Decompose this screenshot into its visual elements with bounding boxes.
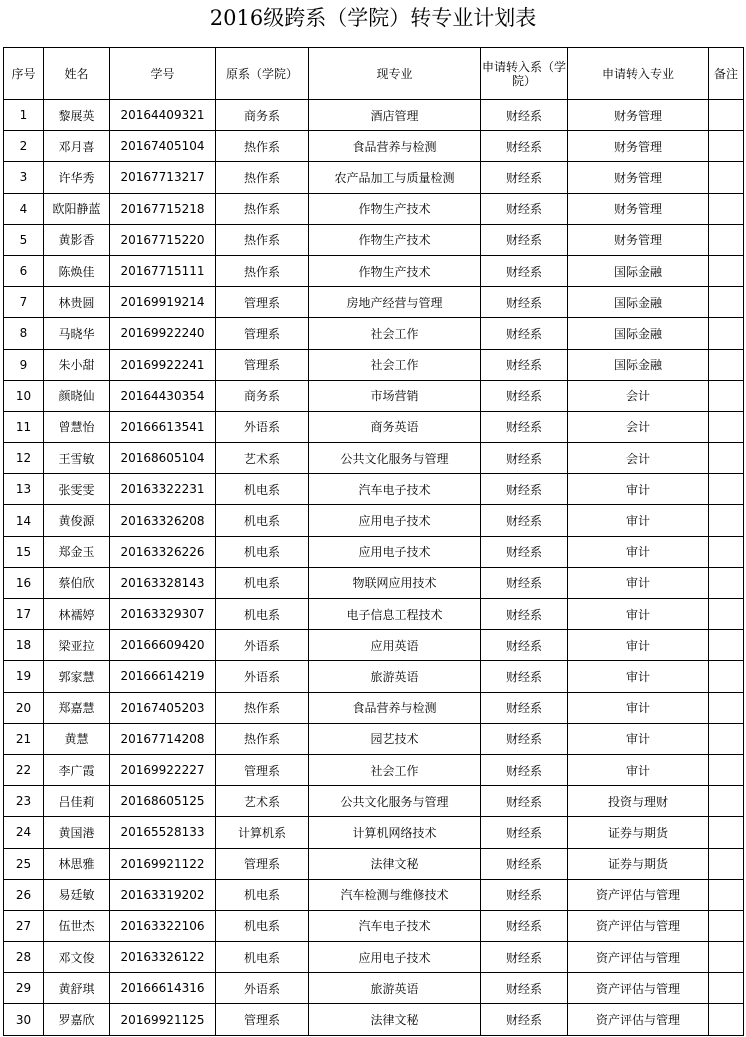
cell-target-major: 审计 [568,661,709,692]
cell-index: 23 [4,786,44,817]
cell-target-dept: 财经系 [481,131,568,162]
cell-current-major: 汽车检测与维修技术 [309,879,481,910]
cell-student-id: 20163329307 [110,599,216,630]
cell-index: 15 [4,536,44,567]
cell-name: 郑金玉 [44,536,110,567]
table-row [4,817,744,848]
cell-remarks [709,349,744,380]
header-current-major: 现专业 [309,48,481,100]
cell-remarks [709,1004,744,1035]
cell-index: 1 [4,100,44,131]
cell-original-dept: 外语系 [216,973,309,1004]
table-row [4,255,744,286]
cell-current-major: 园艺技术 [309,723,481,754]
cell-target-dept: 财经系 [481,879,568,910]
cell-target-dept: 财经系 [481,910,568,941]
cell-original-dept: 商务系 [216,100,309,131]
cell-target-major: 财务管理 [568,100,709,131]
cell-remarks [709,443,744,474]
cell-original-dept: 热作系 [216,692,309,723]
cell-original-dept: 商务系 [216,380,309,411]
cell-original-dept: 机电系 [216,505,309,536]
cell-remarks [709,817,744,848]
cell-index: 3 [4,162,44,193]
page-title: 2016级跨系（学院）转专业计划表 [209,6,537,30]
cell-student-id: 20163322231 [110,474,216,505]
cell-student-id: 20166613541 [110,411,216,442]
cell-index: 29 [4,973,44,1004]
cell-student-id: 20167715111 [110,255,216,286]
cell-remarks [709,505,744,536]
header-target-dept: 申请转入系（学院） [481,48,568,100]
cell-target-major: 资产评估与管理 [568,910,709,941]
cell-name: 林襦婷 [44,599,110,630]
cell-student-id: 20166614219 [110,661,216,692]
cell-remarks [709,193,744,224]
cell-name: 黄慧 [44,723,110,754]
cell-index: 24 [4,817,44,848]
table-row [4,443,744,474]
table-row [4,536,744,567]
cell-target-major: 资产评估与管理 [568,879,709,910]
cell-original-dept: 机电系 [216,879,309,910]
cell-name: 梁亚拉 [44,630,110,661]
table-row [4,848,744,879]
cell-current-major: 公共文化服务与管理 [309,443,481,474]
cell-student-id: 20168605125 [110,786,216,817]
cell-name: 黄俊源 [44,505,110,536]
cell-target-dept: 财经系 [481,661,568,692]
cell-index: 30 [4,1004,44,1035]
cell-target-major: 证券与期货 [568,817,709,848]
cell-student-id: 20169922240 [110,318,216,349]
cell-current-major: 酒店管理 [309,100,481,131]
cell-name: 许华秀 [44,162,110,193]
cell-target-major: 会计 [568,380,709,411]
cell-remarks [709,692,744,723]
cell-name: 李广霞 [44,754,110,785]
table-row [4,879,744,910]
cell-target-major: 财务管理 [568,224,709,255]
cell-index: 5 [4,224,44,255]
cell-target-major: 审计 [568,630,709,661]
cell-original-dept: 热作系 [216,255,309,286]
table-row [4,474,744,505]
cell-original-dept: 管理系 [216,287,309,318]
cell-target-dept: 财经系 [481,443,568,474]
cell-target-dept: 财经系 [481,567,568,598]
cell-target-major: 审计 [568,692,709,723]
cell-original-dept: 管理系 [216,1004,309,1035]
cell-student-id: 20166609420 [110,630,216,661]
table-row [4,380,744,411]
cell-target-major: 财务管理 [568,162,709,193]
cell-target-dept: 财经系 [481,224,568,255]
cell-current-major: 社会工作 [309,754,481,785]
cell-current-major: 应用英语 [309,630,481,661]
table-row [4,754,744,785]
cell-target-dept: 财经系 [481,505,568,536]
cell-current-major: 作物生产技术 [309,255,481,286]
cell-remarks [709,786,744,817]
cell-name: 伍世杰 [44,910,110,941]
cell-target-major: 审计 [568,536,709,567]
table-row [4,692,744,723]
cell-target-major: 审计 [568,567,709,598]
cell-index: 4 [4,193,44,224]
cell-index: 9 [4,349,44,380]
cell-index: 21 [4,723,44,754]
cell-name: 朱小甜 [44,349,110,380]
table-row [4,411,744,442]
header-student-id: 学号 [110,48,216,100]
cell-target-dept: 财经系 [481,318,568,349]
cell-target-major: 财务管理 [568,193,709,224]
cell-remarks [709,131,744,162]
transfer-plan-table [3,47,744,1036]
cell-target-major: 审计 [568,599,709,630]
cell-target-dept: 财经系 [481,287,568,318]
cell-original-dept: 机电系 [216,910,309,941]
table-body [4,100,744,1036]
cell-student-id: 20169921122 [110,848,216,879]
cell-target-dept: 财经系 [481,723,568,754]
table-row [4,224,744,255]
cell-target-major: 证券与期货 [568,848,709,879]
cell-original-dept: 机电系 [216,474,309,505]
cell-target-dept: 财经系 [481,255,568,286]
cell-student-id: 20165528133 [110,817,216,848]
cell-student-id: 20163328143 [110,567,216,598]
cell-current-major: 市场营销 [309,380,481,411]
cell-current-major: 应用电子技术 [309,505,481,536]
cell-target-dept: 财经系 [481,411,568,442]
cell-remarks [709,848,744,879]
cell-remarks [709,474,744,505]
header-name: 姓名 [44,48,110,100]
table-row [4,910,744,941]
cell-student-id: 20164409321 [110,100,216,131]
cell-student-id: 20167715218 [110,193,216,224]
cell-target-dept: 财经系 [481,848,568,879]
cell-original-dept: 管理系 [216,848,309,879]
cell-remarks [709,318,744,349]
cell-index: 2 [4,131,44,162]
cell-current-major: 食品营养与检测 [309,692,481,723]
header-target-major: 申请转入专业 [568,48,709,100]
table-row [4,349,744,380]
cell-target-major: 投资与理财 [568,786,709,817]
cell-original-dept: 热作系 [216,131,309,162]
cell-original-dept: 热作系 [216,224,309,255]
cell-target-dept: 财经系 [481,162,568,193]
cell-original-dept: 热作系 [216,193,309,224]
cell-target-dept: 财经系 [481,754,568,785]
table-row [4,599,744,630]
cell-index: 12 [4,443,44,474]
cell-original-dept: 机电系 [216,942,309,973]
cell-target-dept: 财经系 [481,349,568,380]
cell-student-id: 20167715220 [110,224,216,255]
cell-student-id: 20163326208 [110,505,216,536]
cell-current-major: 房地产经营与管理 [309,287,481,318]
table-row [4,942,744,973]
cell-name: 林贵圆 [44,287,110,318]
cell-target-dept: 财经系 [481,193,568,224]
cell-current-major: 计算机网络技术 [309,817,481,848]
cell-original-dept: 管理系 [216,349,309,380]
cell-target-dept: 财经系 [481,973,568,1004]
cell-name: 蔡伯欣 [44,567,110,598]
table-row [4,723,744,754]
cell-name: 林思雅 [44,848,110,879]
cell-index: 13 [4,474,44,505]
cell-current-major: 作物生产技术 [309,224,481,255]
cell-target-dept: 财经系 [481,380,568,411]
cell-current-major: 作物生产技术 [309,193,481,224]
table-row [4,1004,744,1035]
cell-name: 吕佳莉 [44,786,110,817]
cell-student-id: 20167405104 [110,131,216,162]
cell-student-id: 20169922241 [110,349,216,380]
cell-student-id: 20167713217 [110,162,216,193]
cell-current-major: 农产品加工与质量检测 [309,162,481,193]
cell-name: 黄国港 [44,817,110,848]
cell-student-id: 20169921125 [110,1004,216,1035]
table-row [4,973,744,1004]
cell-original-dept: 机电系 [216,599,309,630]
cell-target-dept: 财经系 [481,100,568,131]
cell-remarks [709,942,744,973]
cell-remarks [709,287,744,318]
cell-target-major: 资产评估与管理 [568,973,709,1004]
cell-target-dept: 财经系 [481,1004,568,1035]
cell-student-id: 20167405203 [110,692,216,723]
cell-index: 6 [4,255,44,286]
cell-student-id: 20167714208 [110,723,216,754]
cell-current-major: 汽车电子技术 [309,474,481,505]
cell-current-major: 公共文化服务与管理 [309,786,481,817]
table-row [4,287,744,318]
table-row [4,318,744,349]
header-original-dept: 原系（学院） [216,48,309,100]
cell-original-dept: 外语系 [216,661,309,692]
cell-remarks [709,255,744,286]
cell-index: 8 [4,318,44,349]
cell-current-major: 应用电子技术 [309,942,481,973]
cell-student-id: 20163319202 [110,879,216,910]
cell-remarks [709,599,744,630]
cell-original-dept: 计算机系 [216,817,309,848]
cell-current-major: 应用电子技术 [309,536,481,567]
cell-target-major: 国际金融 [568,255,709,286]
cell-target-dept: 财经系 [481,942,568,973]
cell-name: 黄舒琪 [44,973,110,1004]
cell-target-major: 国际金融 [568,349,709,380]
cell-index: 28 [4,942,44,973]
cell-current-major: 旅游英语 [309,973,481,1004]
table-row [4,131,744,162]
cell-remarks [709,630,744,661]
cell-remarks [709,567,744,598]
header-index: 序号 [4,48,44,100]
table-row [4,505,744,536]
cell-name: 陈焕佳 [44,255,110,286]
cell-target-major: 会计 [568,443,709,474]
cell-target-dept: 财经系 [481,474,568,505]
cell-remarks [709,754,744,785]
cell-index: 16 [4,567,44,598]
cell-name: 颜晓仙 [44,380,110,411]
cell-remarks [709,661,744,692]
table-header-row [4,48,744,100]
cell-name: 郭家慧 [44,661,110,692]
cell-remarks [709,411,744,442]
cell-name: 黄影香 [44,224,110,255]
cell-original-dept: 热作系 [216,723,309,754]
cell-original-dept: 管理系 [216,754,309,785]
cell-target-major: 财务管理 [568,131,709,162]
cell-index: 14 [4,505,44,536]
cell-name: 邓文俊 [44,942,110,973]
cell-current-major: 法律文秘 [309,848,481,879]
cell-index: 20 [4,692,44,723]
cell-target-major: 国际金融 [568,318,709,349]
cell-index: 18 [4,630,44,661]
cell-name: 王雪敏 [44,443,110,474]
cell-target-dept: 财经系 [481,630,568,661]
table-row [4,100,744,131]
cell-current-major: 社会工作 [309,349,481,380]
cell-index: 10 [4,380,44,411]
cell-current-major: 物联网应用技术 [309,567,481,598]
cell-index: 11 [4,411,44,442]
cell-remarks [709,910,744,941]
cell-student-id: 20169919214 [110,287,216,318]
cell-student-id: 20163326226 [110,536,216,567]
cell-student-id: 20163322106 [110,910,216,941]
cell-index: 22 [4,754,44,785]
cell-current-major: 旅游英语 [309,661,481,692]
cell-student-id: 20168605104 [110,443,216,474]
cell-remarks [709,380,744,411]
cell-remarks [709,224,744,255]
cell-remarks [709,973,744,1004]
cell-original-dept: 艺术系 [216,786,309,817]
cell-student-id: 20164430354 [110,380,216,411]
cell-original-dept: 机电系 [216,536,309,567]
table-row [4,567,744,598]
table-row [4,193,744,224]
cell-name: 张雯雯 [44,474,110,505]
cell-index: 17 [4,599,44,630]
cell-original-dept: 机电系 [216,567,309,598]
cell-index: 19 [4,661,44,692]
cell-student-id: 20169922227 [110,754,216,785]
cell-name: 易廷敏 [44,879,110,910]
cell-index: 25 [4,848,44,879]
cell-name: 罗嘉欣 [44,1004,110,1035]
cell-current-major: 食品营养与检测 [309,131,481,162]
cell-target-major: 审计 [568,474,709,505]
cell-name: 马晓华 [44,318,110,349]
cell-target-major: 审计 [568,505,709,536]
cell-target-major: 国际金融 [568,287,709,318]
cell-remarks [709,879,744,910]
cell-target-dept: 财经系 [481,817,568,848]
cell-original-dept: 管理系 [216,318,309,349]
cell-target-dept: 财经系 [481,536,568,567]
cell-remarks [709,100,744,131]
cell-original-dept: 热作系 [216,162,309,193]
cell-student-id: 20166614316 [110,973,216,1004]
cell-current-major: 电子信息工程技术 [309,599,481,630]
cell-original-dept: 外语系 [216,630,309,661]
cell-name: 郑嘉慧 [44,692,110,723]
cell-index: 7 [4,287,44,318]
cell-target-major: 会计 [568,411,709,442]
header-remarks: 备注 [709,48,744,100]
table-row [4,630,744,661]
cell-remarks [709,536,744,567]
cell-target-major: 资产评估与管理 [568,1004,709,1035]
cell-target-major: 审计 [568,754,709,785]
cell-index: 27 [4,910,44,941]
cell-current-major: 法律文秘 [309,1004,481,1035]
table-row [4,162,744,193]
table-row [4,786,744,817]
cell-target-major: 资产评估与管理 [568,942,709,973]
cell-current-major: 商务英语 [309,411,481,442]
cell-name: 曾慧怡 [44,411,110,442]
cell-remarks [709,162,744,193]
cell-original-dept: 外语系 [216,411,309,442]
cell-index: 26 [4,879,44,910]
cell-current-major: 汽车电子技术 [309,910,481,941]
cell-name: 欧阳静蓝 [44,193,110,224]
table-row [4,661,744,692]
cell-target-dept: 财经系 [481,786,568,817]
cell-target-dept: 财经系 [481,599,568,630]
cell-student-id: 20163326122 [110,942,216,973]
cell-name: 邓月喜 [44,131,110,162]
cell-name: 黎展英 [44,100,110,131]
cell-current-major: 社会工作 [309,318,481,349]
cell-target-dept: 财经系 [481,692,568,723]
cell-remarks [709,723,744,754]
cell-target-major: 审计 [568,723,709,754]
cell-original-dept: 艺术系 [216,443,309,474]
